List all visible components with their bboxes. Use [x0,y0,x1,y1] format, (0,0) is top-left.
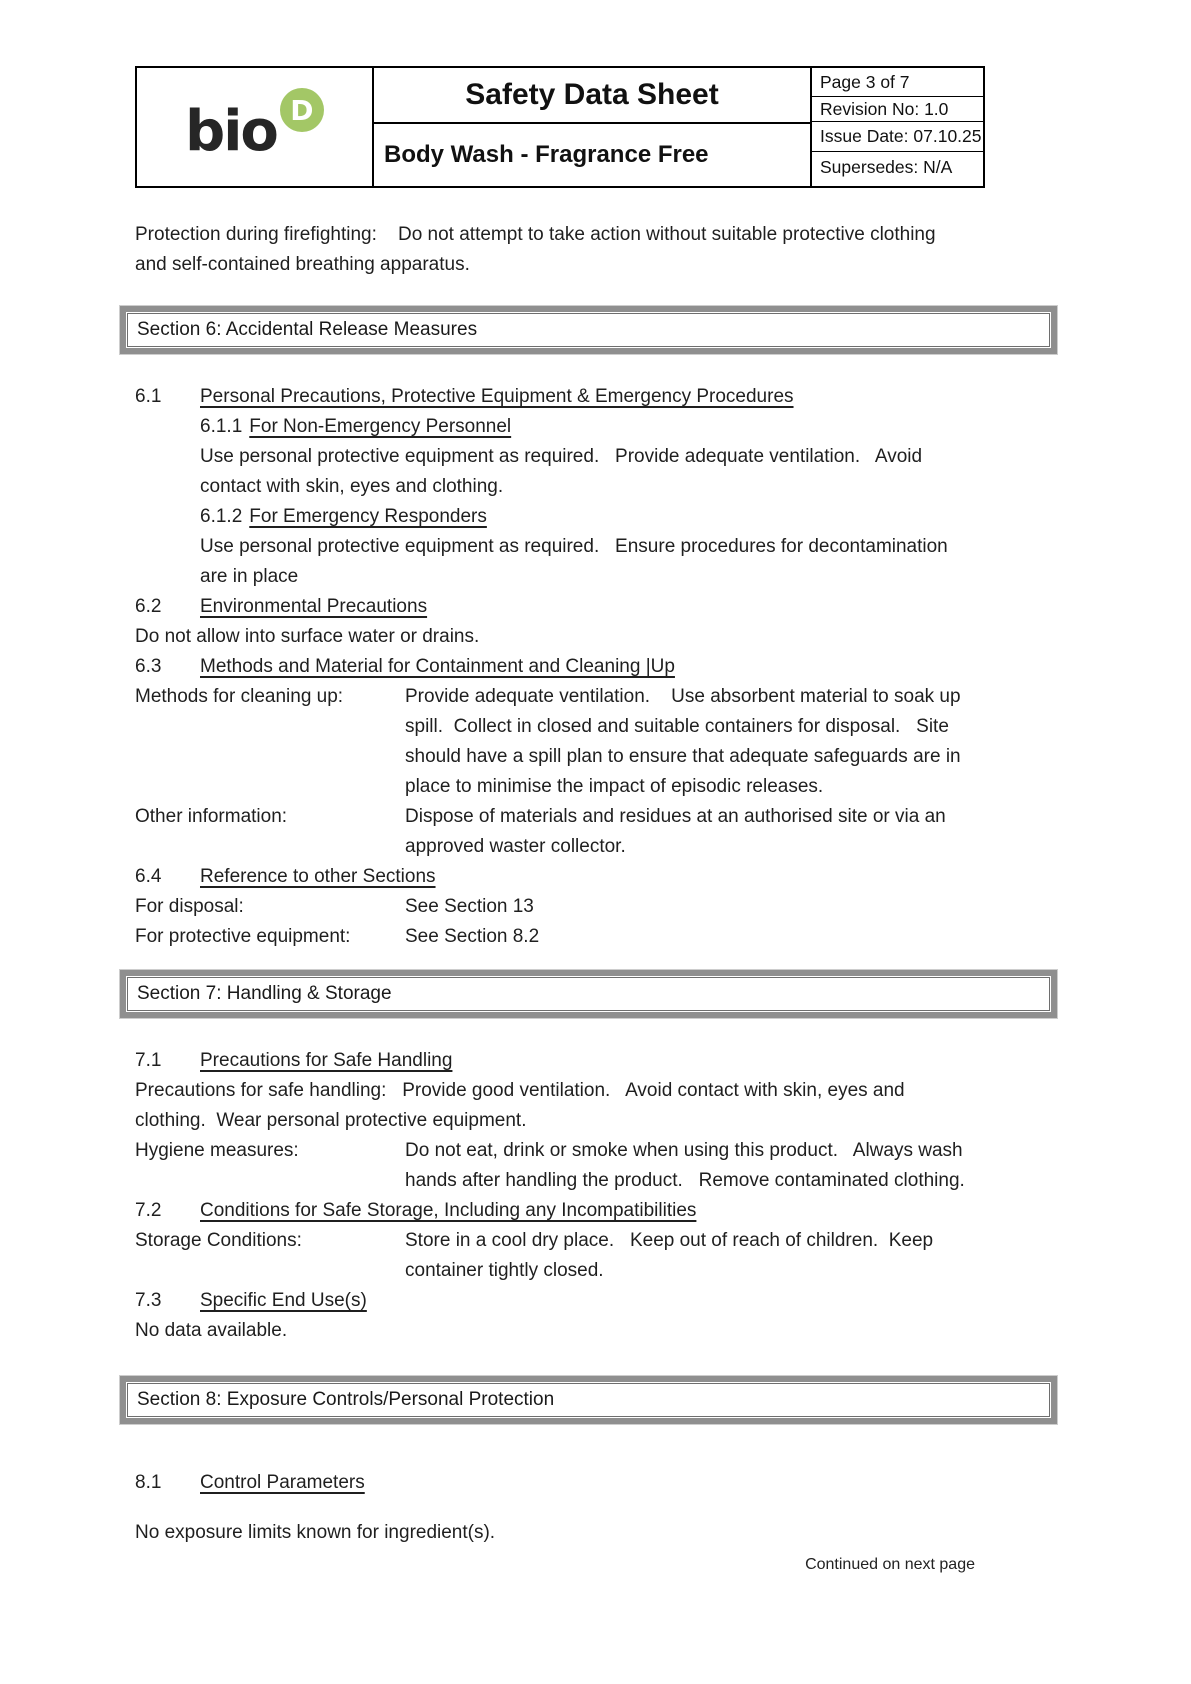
item-heading: Methods and Material for Containment and Cleaning |Up [200,656,675,677]
product-name: Body Wash - Fragrance Free [384,141,709,168]
field-value [405,1136,1057,1196]
value-line: Dispose of materials and residues at an authorised site or via an [405,806,946,827]
page-number: Page 3 of 7 [812,68,983,97]
paragraph-line: are in place [200,566,299,587]
field-value: See Section 8.2 [405,926,540,947]
field-value [405,802,1057,862]
section-8-title: Section 8: Exposure Controls/Personal Protection [127,1383,1050,1417]
paragraph-line: Use personal protective equipment as required. Provide adequate ventilation. Avoid [200,446,923,467]
hygiene-measures-row [120,1136,1057,1196]
item-6-4 [120,862,1057,892]
for-disposal-row [120,892,1057,922]
logo-word: bio [185,99,277,164]
methods-for-cleaning-row [120,682,1057,802]
value-line: place to minimise the impact of episodic releases. [405,776,824,797]
item-heading: Conditions for Safe Storage, Including any Incompatibilities [200,1200,697,1221]
section-6-title: Section 6: Accidental Release Measures [127,313,1050,347]
subitem-number: 6.1.2 [200,506,243,527]
field-value [405,1226,1057,1286]
value-line: should have a spill plan to ensure that adequate safeguards are in [405,746,961,767]
section-7-title: Section 7: Handling & Storage [127,977,1050,1011]
field-value: See Section 13 [405,896,534,917]
paragraph-line: No exposure limits known for ingredient(s). [135,1522,496,1543]
item-number: 6.1 [135,386,162,407]
section-7-header-bar [120,970,1057,1018]
paragraph-line: contact with skin, eyes and clothing. [200,476,504,497]
logo-cell [137,68,374,186]
document-title: Safety Data Sheet [374,68,810,124]
item-heading: Specific End Use(s) [200,1290,367,1311]
item-6-2 [120,592,1057,622]
item-number: 6.3 [135,656,162,677]
value-line: approved waster collector. [405,836,626,857]
value-line: Do not eat, drink or smoke when using this product. Always wash [405,1140,963,1161]
item-6-1-1 [120,412,1057,442]
other-information-row [120,802,1057,862]
field-label: Other information: [135,806,288,827]
item-heading: Environmental Precautions [200,596,428,617]
item-6-3 [120,652,1057,682]
title-cell [374,68,812,186]
subitem-heading: For Emergency Responders [249,506,487,527]
paragraph-line: clothing. Wear personal protective equipment. [135,1110,527,1131]
item-8-1 [120,1468,1057,1498]
issue-date: Issue Date: 07.10.25 [812,122,983,152]
value-line: hands after handling the product. Remove contaminated clothing. [405,1170,965,1191]
item-number: 7.3 [135,1290,162,1311]
item-heading: Precautions for Safe Handling [200,1050,453,1071]
item-6-1-2 [120,502,1057,532]
meta-cell [812,68,983,186]
item-7-3 [120,1286,1057,1316]
firefighting-paragraph [120,220,1057,280]
item-heading: Reference to other Sections [200,866,436,887]
value-line: Provide adequate ventilation. Use absorbent material to soak up [405,686,961,707]
biod-logo [185,93,324,164]
item-heading: Control Parameters [200,1472,365,1493]
section-8-content [120,1468,1057,1548]
header-table [135,66,985,188]
continued-note: Continued on next page [805,1556,975,1573]
item-number: 8.1 [135,1472,162,1493]
item-number: 7.2 [135,1200,162,1221]
field-value [405,682,1057,802]
section-7-content [120,1046,1057,1346]
paragraph-line: Use personal protective equipment as required. Ensure procedures for decontamination [200,536,948,557]
paragraph-line: Precautions for safe handling: Provide good ventilation. Avoid contact with skin, eyes and [135,1080,905,1101]
item-number: 6.2 [135,596,162,617]
paragraph-line: Do not allow into surface water or drains. [135,626,480,647]
paragraph-line: Protection during firefighting: Do not attempt to take action without suitable protective clothing [135,224,936,245]
section-6-header-bar [120,306,1057,354]
field-label: For protective equipment: [135,926,351,947]
section-8-header-bar [120,1376,1057,1424]
subitem-heading: For Non-Emergency Personnel [249,416,512,437]
field-label: For disposal: [135,896,244,917]
section-6-content [120,382,1057,952]
logo-d-circle: D [280,88,324,132]
paragraph-line: No data available. [135,1320,288,1341]
paragraph-line: and self-contained breathing apparatus. [135,254,470,275]
field-label: Hygiene measures: [135,1140,299,1161]
value-line: spill. Collect in closed and suitable containers for disposal. Site [405,716,949,737]
blank-line [120,1498,1057,1518]
for-protective-equipment-row [120,922,1057,952]
value-line: container tightly closed. [405,1260,604,1281]
value-line: Store in a cool dry place. Keep out of reach of children. Keep [405,1230,934,1251]
item-7-1 [120,1046,1057,1076]
field-label: Storage Conditions: [135,1230,302,1251]
item-heading: Personal Precautions, Protective Equipment & Emergency Procedures [200,386,794,407]
revision-number: Revision No: 1.0 [812,97,983,122]
item-6-1 [120,382,1057,412]
supersedes: Supersedes: N/A [820,157,953,177]
storage-conditions-row [120,1226,1057,1286]
item-number: 6.4 [135,866,162,887]
field-label: Methods for cleaning up: [135,686,344,707]
item-7-2 [120,1196,1057,1226]
item-number: 7.1 [135,1050,162,1071]
subitem-number: 6.1.1 [200,416,243,437]
